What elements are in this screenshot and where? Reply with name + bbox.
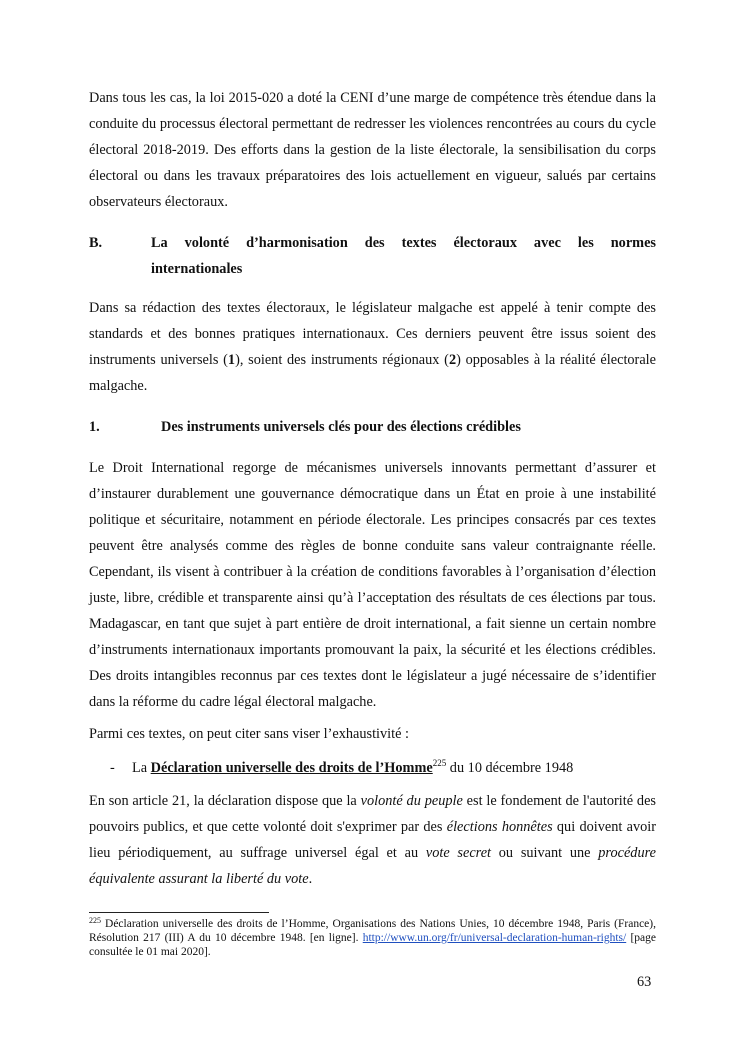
paragraph-standards [89,295,656,399]
footnote-reference[interactable]: 225 [432,758,447,768]
article-part-d: ou suivant une [491,845,599,861]
footnote-number: 225 [89,916,101,925]
footnote-link[interactable]: http://www.un.org/fr/universal-declaration-human-rights/ [362,932,627,944]
section-b-title-line2: internationales [151,261,243,277]
italic-procedure-equivalente: procédure équivalente assurant la liberté du vote [89,845,656,887]
paragraph-standards-part-c: ) opposables à la réalité électorale malgache. [89,352,656,394]
paragraph-standards-part-b: ), soient des instruments régionaux ( [235,352,449,368]
bullet-declaration [132,755,573,781]
paragraph-parmi: Parmi ces textes, on peut citer sans viser l’exhaustivité : [89,726,410,742]
section-b-title-line1: La volonté d’harmonisation des textes électoraux avec les normes [151,235,656,251]
article-part-b: est le fondement de l'autorité des pouvoirs publics, et que cette volonté doit s'exprimer par des [89,793,656,835]
subsection-1-title: Des instruments universels clés pour des élections crédibles [161,419,521,435]
paragraph-article-21 [89,788,656,892]
paragraph-droit-international: Le Droit International regorge de mécanismes universels innovants permettant d’assurer et d’instaurer durablement une gouvernance démocratique dans un État en proie à une instabilité politique et sécuritaire, notamment en période électorale. Les principes consacrés par ces textes peuvent être analysés comme des règles de bonne conduite sans valeur contraignante réelle. Cependant, ils visent à contribuer à la création de conditions favorables à l’organisation d’élection juste, libre, crédible et transparente ainsi qu’à l’acceptation des résultats de ces élections par tous. Madagascar, en tant que sujet à part entière de droit international, a fait sienne un certain nombre d’instruments internationaux importants promouvant la paix, la sécurité et les élections crédibles. Des droits intangibles reconnus par ces textes dont le législateur a jugé nécessaire de s’identifier dans la réforme du cadre légal électoral malgache. [89,460,656,710]
footnote-text: Déclaration universelle des droits de l’Homme, Organisations des Nations Unies, 10 décembre 1948, Paris (France), Résolution 217 (III) A du 10 décembre 1948. [en ligne]. [89,918,656,944]
bullet-prefix: La [132,760,151,776]
page-number: 63 [637,974,652,990]
italic-elections-honnetes: élections honnêtes [446,819,553,835]
bullet-suffix: du 10 décembre 1948 [446,760,574,776]
bullet-title: Déclaration universelle des droits de l’Homme [150,760,433,776]
footnote-225 [89,917,656,959]
section-b-letter: B. [89,235,103,251]
footnote-after: [page consultée le 01 mai 2020]. [89,932,656,958]
article-part-c: qui doivent avoir lieu périodiquement, au suffrage universel égal et au [89,819,656,861]
bullet-dash: - [110,760,115,776]
article-part-a: En son article 21, la déclaration dispose que la [89,793,361,809]
italic-vote-secret: vote secret [425,845,492,861]
article-part-e: . [308,871,313,887]
paragraph-standards-part-a: Dans sa rédaction des textes électoraux, le législateur malgache est appelé à tenir compte des standards et des bonnes pratiques internationaux. Ces derniers peuvent être issus soient des instruments universels ( [89,300,656,368]
section-b-title [151,230,656,282]
paragraph-ceni: Dans tous les cas, la loi 2015-020 a doté la CENI d’une marge de compétence très étendue dans la conduite du processus électoral permettant de redresser les violences rencontrées au cours du cycle électoral 2018-2019. Des efforts dans la gestion de la liste électorale, la sensibilisation du corps électoral ou dans les travaux préparatoires des lois actuellement en vigueur, salués par certains observateurs électoraux. [89,90,656,210]
footnote-separator [89,912,269,913]
subsection-1-number: 1. [89,419,100,435]
ref-one: 1 [227,352,236,368]
ref-two: 2 [448,352,457,368]
italic-volonte-peuple: volonté du peuple [360,793,463,809]
